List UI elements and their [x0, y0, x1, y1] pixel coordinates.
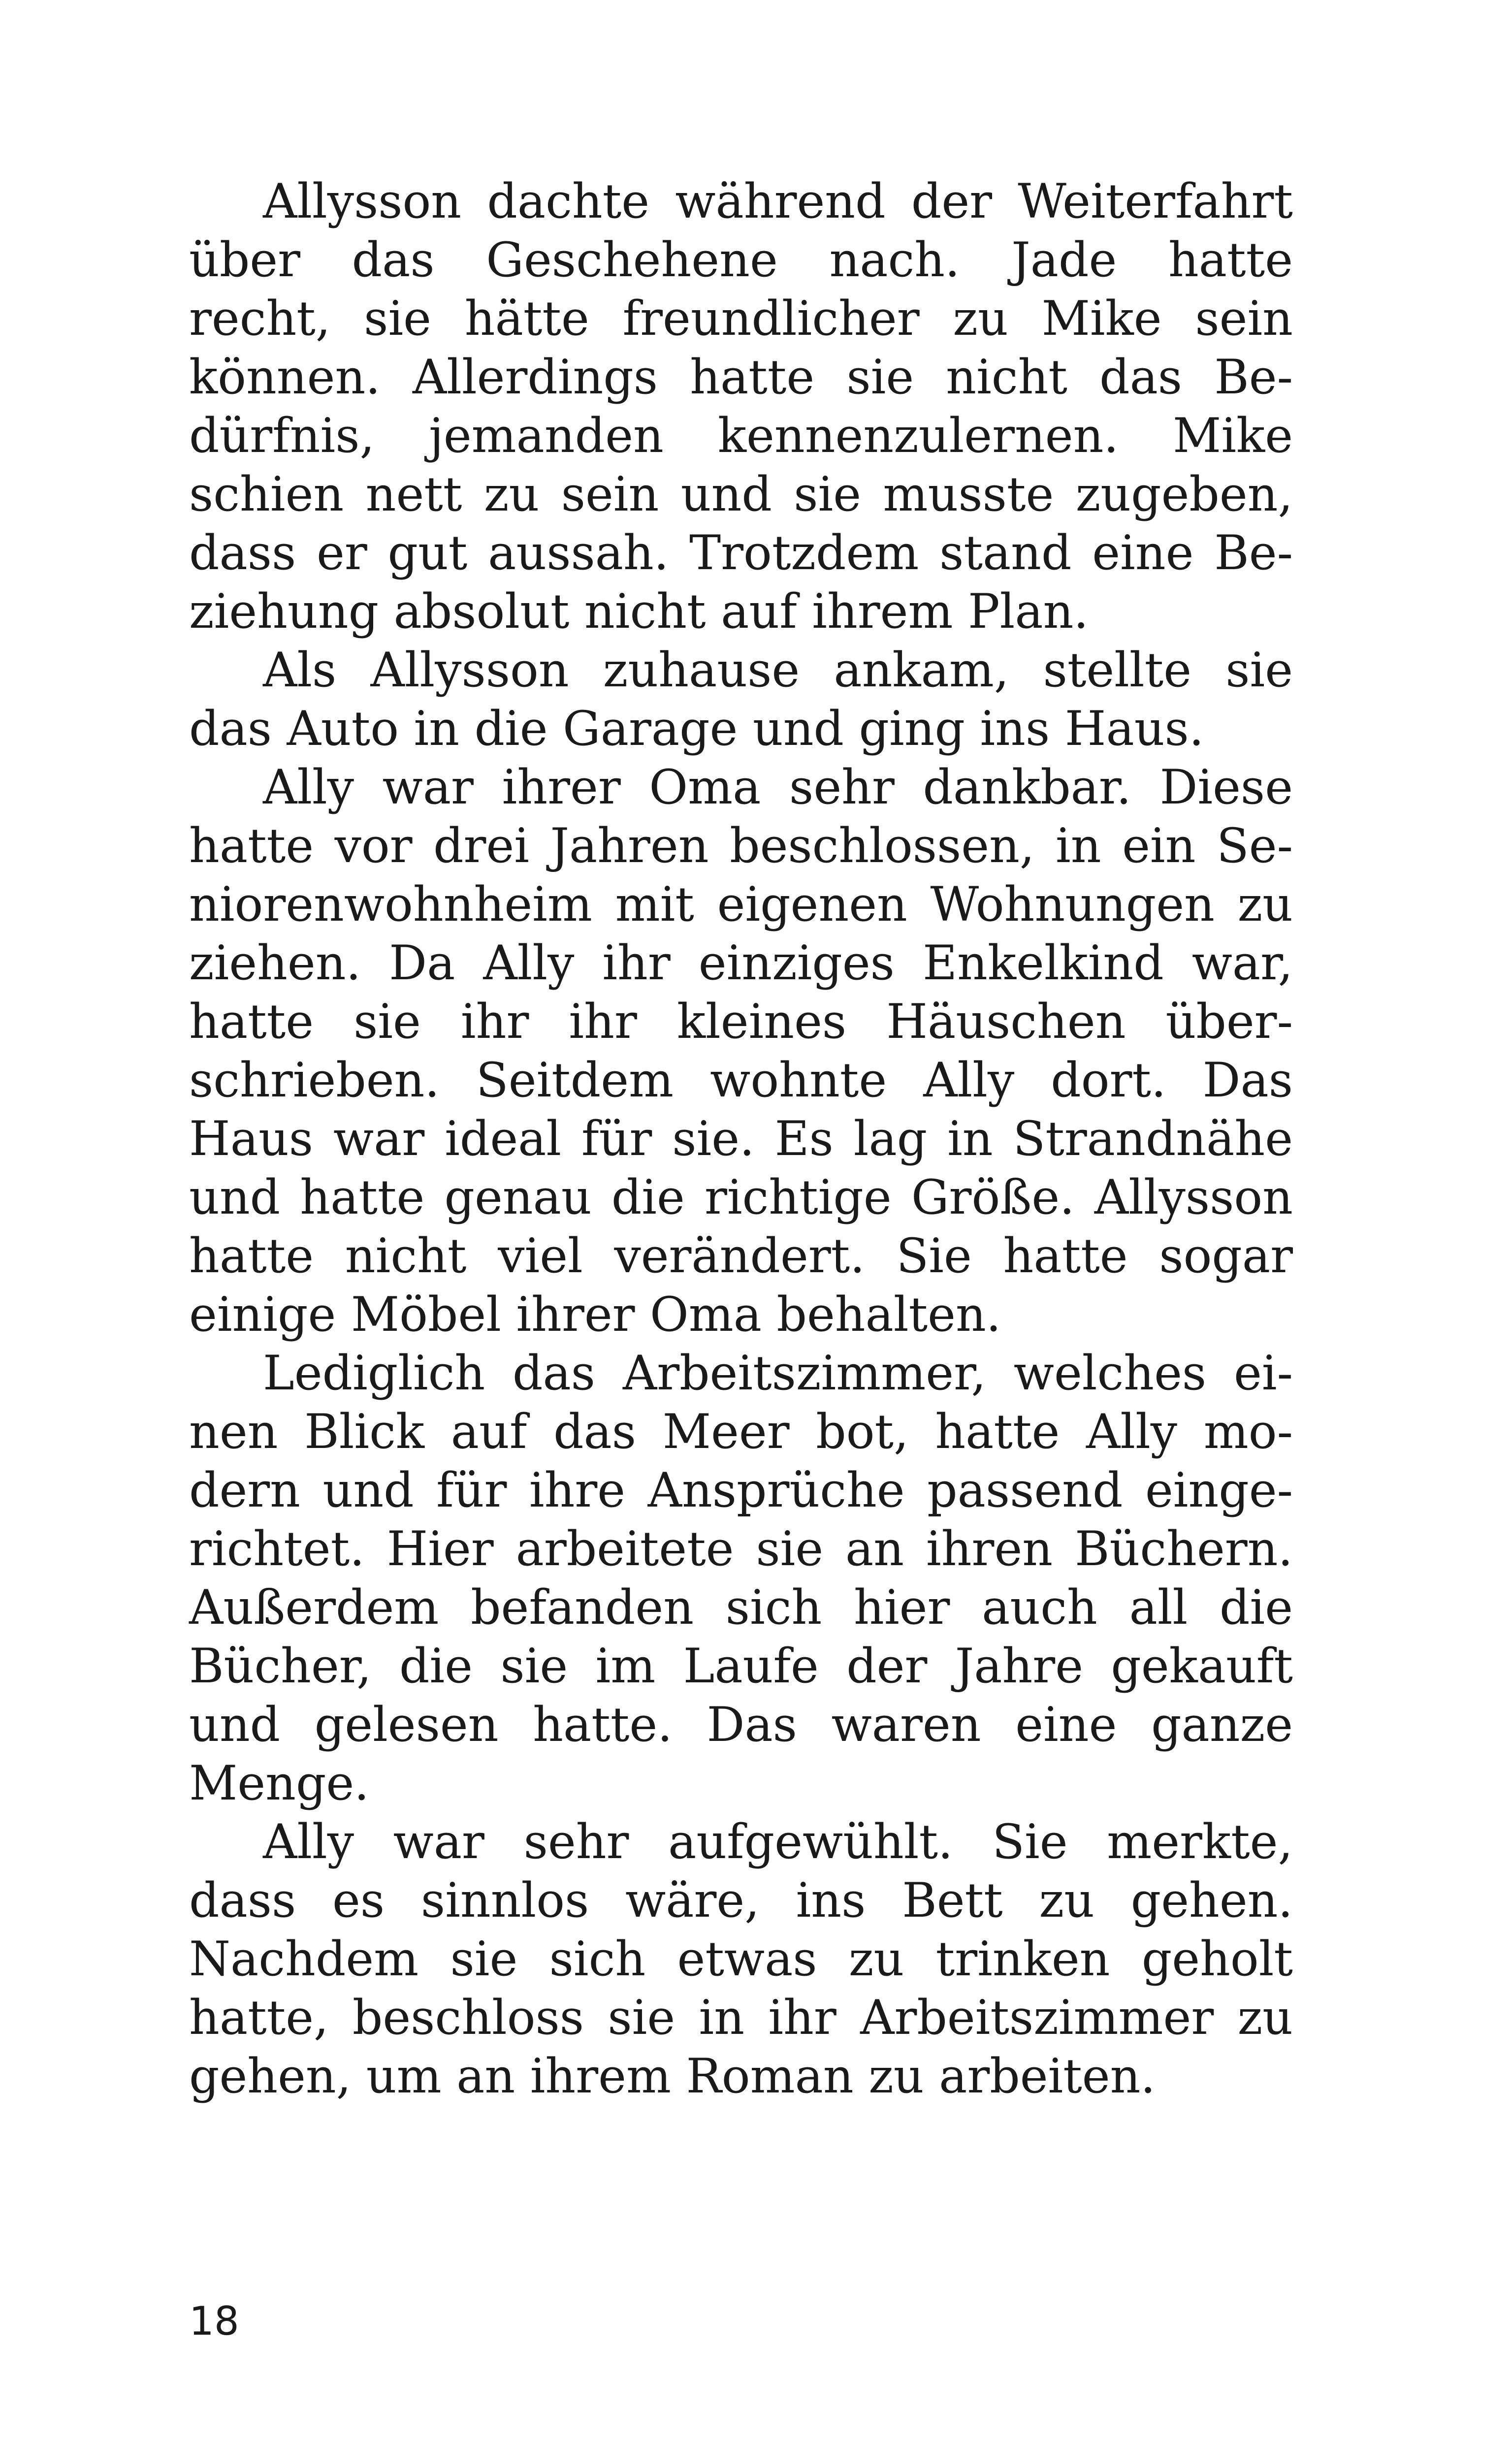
text-line: Als Allysson zuhause ankam, stellte sie — [263, 643, 1293, 698]
text-line: richtet. Hier arbeitete sie an ihren Büchern. — [189, 1521, 1293, 1576]
page-number: 18 — [189, 2298, 239, 2344]
paragraph — [189, 1344, 1293, 1813]
text-line: schien nett zu sein und sie musste zugeben, — [189, 467, 1293, 522]
text-line: Ally war ihrer Oma sehr dankbar. Diese — [263, 760, 1293, 815]
text-line: dern und für ihre Ansprüche passend einge- — [189, 1463, 1293, 1518]
text-line: Ally war sehr aufgewühlt. Sie merkte, — [263, 1814, 1293, 1869]
paragraph — [189, 758, 1293, 1344]
text-line: und gelesen hatte. Das waren eine ganze — [189, 1697, 1293, 1752]
text-line: dass es sinnlos wäre, ins Bett zu gehen. — [189, 1873, 1293, 1928]
text-line: hatte nicht viel verändert. Sie hatte sogar — [189, 1228, 1293, 1284]
paragraph — [189, 172, 1293, 641]
text-line: hatte vor drei Jahren beschlossen, in ein Se- — [189, 818, 1293, 873]
text-line: hatte sie ihr ihr kleines Häuschen über- — [189, 994, 1293, 1049]
text-line: können. Allerdings hatte sie nicht das Be- — [189, 350, 1293, 405]
text-line: schrieben. Seitdem wohnte Ally dort. Das — [189, 1053, 1293, 1108]
paragraph — [189, 1813, 1293, 2106]
paragraph — [189, 641, 1293, 758]
body-text — [189, 172, 1293, 2106]
text-line: Außerdem befanden sich hier auch all die — [189, 1580, 1293, 1635]
text-line: das Auto in die Garage und ging ins Haus. — [189, 701, 1204, 756]
text-line: dürfnis, jemanden kennenzulernen. Mike — [189, 408, 1293, 463]
text-line: über das Geschehene nach. Jade hatte — [189, 232, 1293, 288]
text-line: dass er gut aussah. Trotzdem stand eine Be- — [189, 525, 1293, 580]
text-line: Nachdem sie sich etwas zu trinken geholt — [189, 1931, 1293, 1987]
text-line: recht, sie hätte freundlicher zu Mike sein — [189, 291, 1293, 346]
text-line: und hatte genau die richtige Größe. Allysson — [189, 1170, 1293, 1225]
text-line: nen Blick auf das Meer bot, hatte Ally mo- — [189, 1404, 1293, 1459]
text-line: Allysson dachte während der Weiterfahrt — [263, 174, 1293, 229]
text-line: Haus war ideal für sie. Es lag in Strandnähe — [189, 1111, 1293, 1166]
text-line: ziehen. Da Ally ihr einziges Enkelkind war, — [189, 935, 1293, 991]
text-line: gehen, um an ihrem Roman zu arbeiten. — [189, 2049, 1156, 2104]
text-line: Menge. — [189, 1756, 369, 1811]
text-line: Lediglich das Arbeitszimmer, welches ei- — [263, 1346, 1293, 1401]
text-line: ziehung absolut nicht auf ihrem Plan. — [189, 584, 1089, 639]
text-line: Bücher, die sie im Laufe der Jahre gekauft — [189, 1639, 1293, 1694]
text-line: hatte, beschloss sie in ihr Arbeitszimmer zu — [189, 1990, 1293, 2045]
text-line: einige Möbel ihrer Oma behalten. — [189, 1287, 1001, 1342]
text-line: niorenwohnheim mit eigenen Wohnungen zu — [189, 877, 1293, 932]
